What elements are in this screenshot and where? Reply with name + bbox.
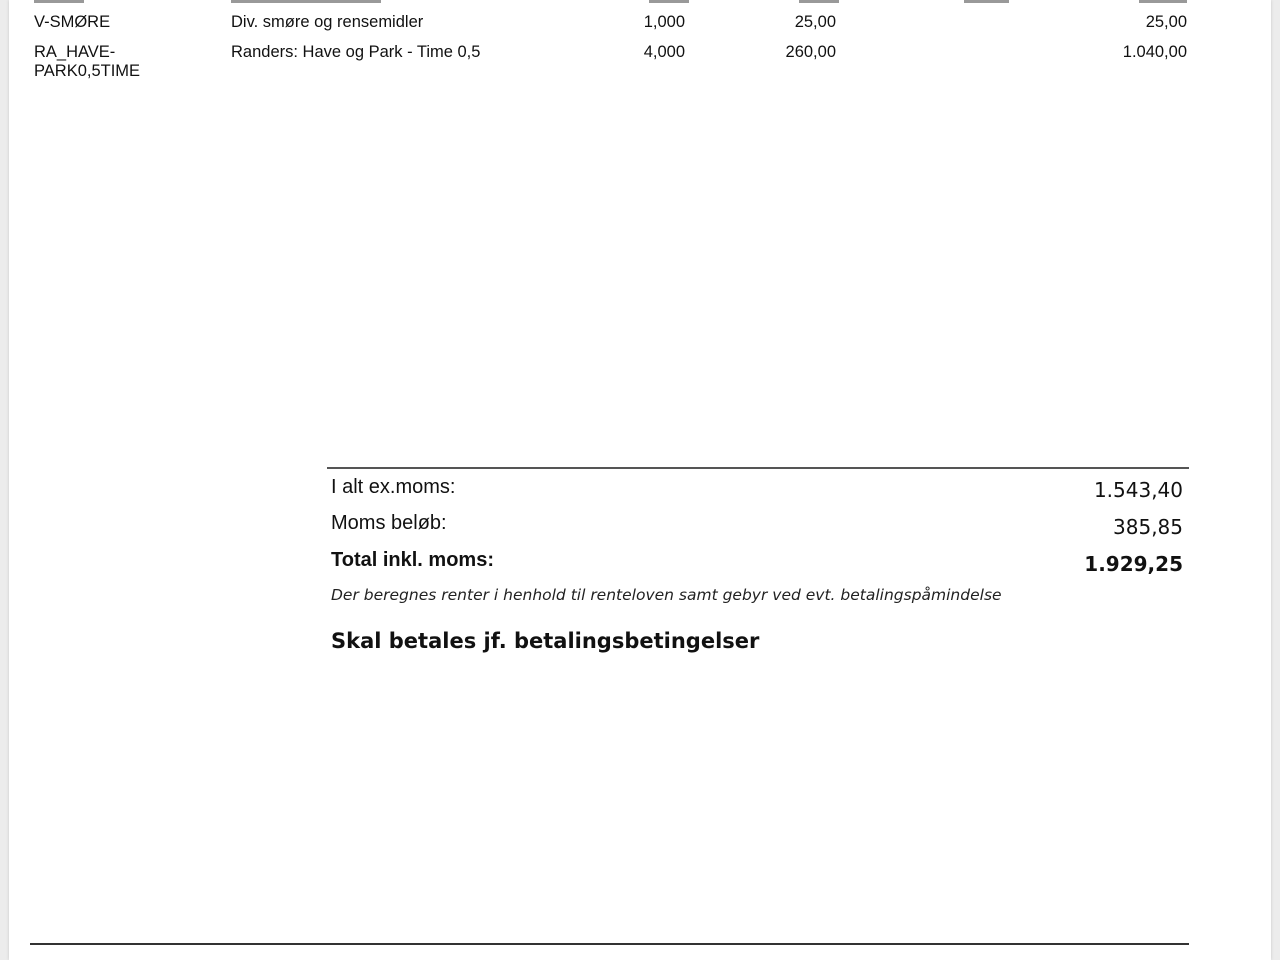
line-quantity: 4,000 [643,43,685,61]
vat-label: Moms beløb: [331,512,447,534]
line-description: Randers: Have og Park - Time 0,5 [231,43,481,61]
line-quantity: 1,000 [643,13,685,31]
line-code: RA_HAVE-PARK0,5TIME [34,43,141,80]
subtotal-label: I alt ex.moms: [331,476,456,498]
payment-terms: Skal betales jf. betalingsbetingelser [331,629,760,653]
clipped-row-mark [231,0,381,3]
line-amount: 1.040,00 [1122,43,1187,61]
clipped-row-mark [1139,0,1187,3]
clipped-row-mark [649,0,689,3]
total-label: Total inkl. moms: [331,549,494,571]
line-description: Div. smøre og rensemidler [231,13,424,31]
clipped-row-mark [799,0,839,3]
subtotal-value: 1.543,40 [1093,478,1183,502]
line-amount: 25,00 [1145,13,1187,31]
interest-note: Der beregnes renter i henhold til renteloven samt gebyr ved evt. betalingspåmindelse [331,586,1002,604]
summary-divider [327,467,1189,469]
line-code: V-SMØRE [34,13,111,31]
vat-value: 385,85 [1113,515,1183,539]
total-value: 1.929,25 [1084,552,1183,576]
clipped-row-mark [34,0,84,3]
line-unit-price: 260,00 [785,43,836,61]
invoice-page [9,0,1271,960]
footer-divider [30,943,1189,945]
clipped-row-mark [964,0,1009,3]
line-unit-price: 25,00 [794,13,836,31]
